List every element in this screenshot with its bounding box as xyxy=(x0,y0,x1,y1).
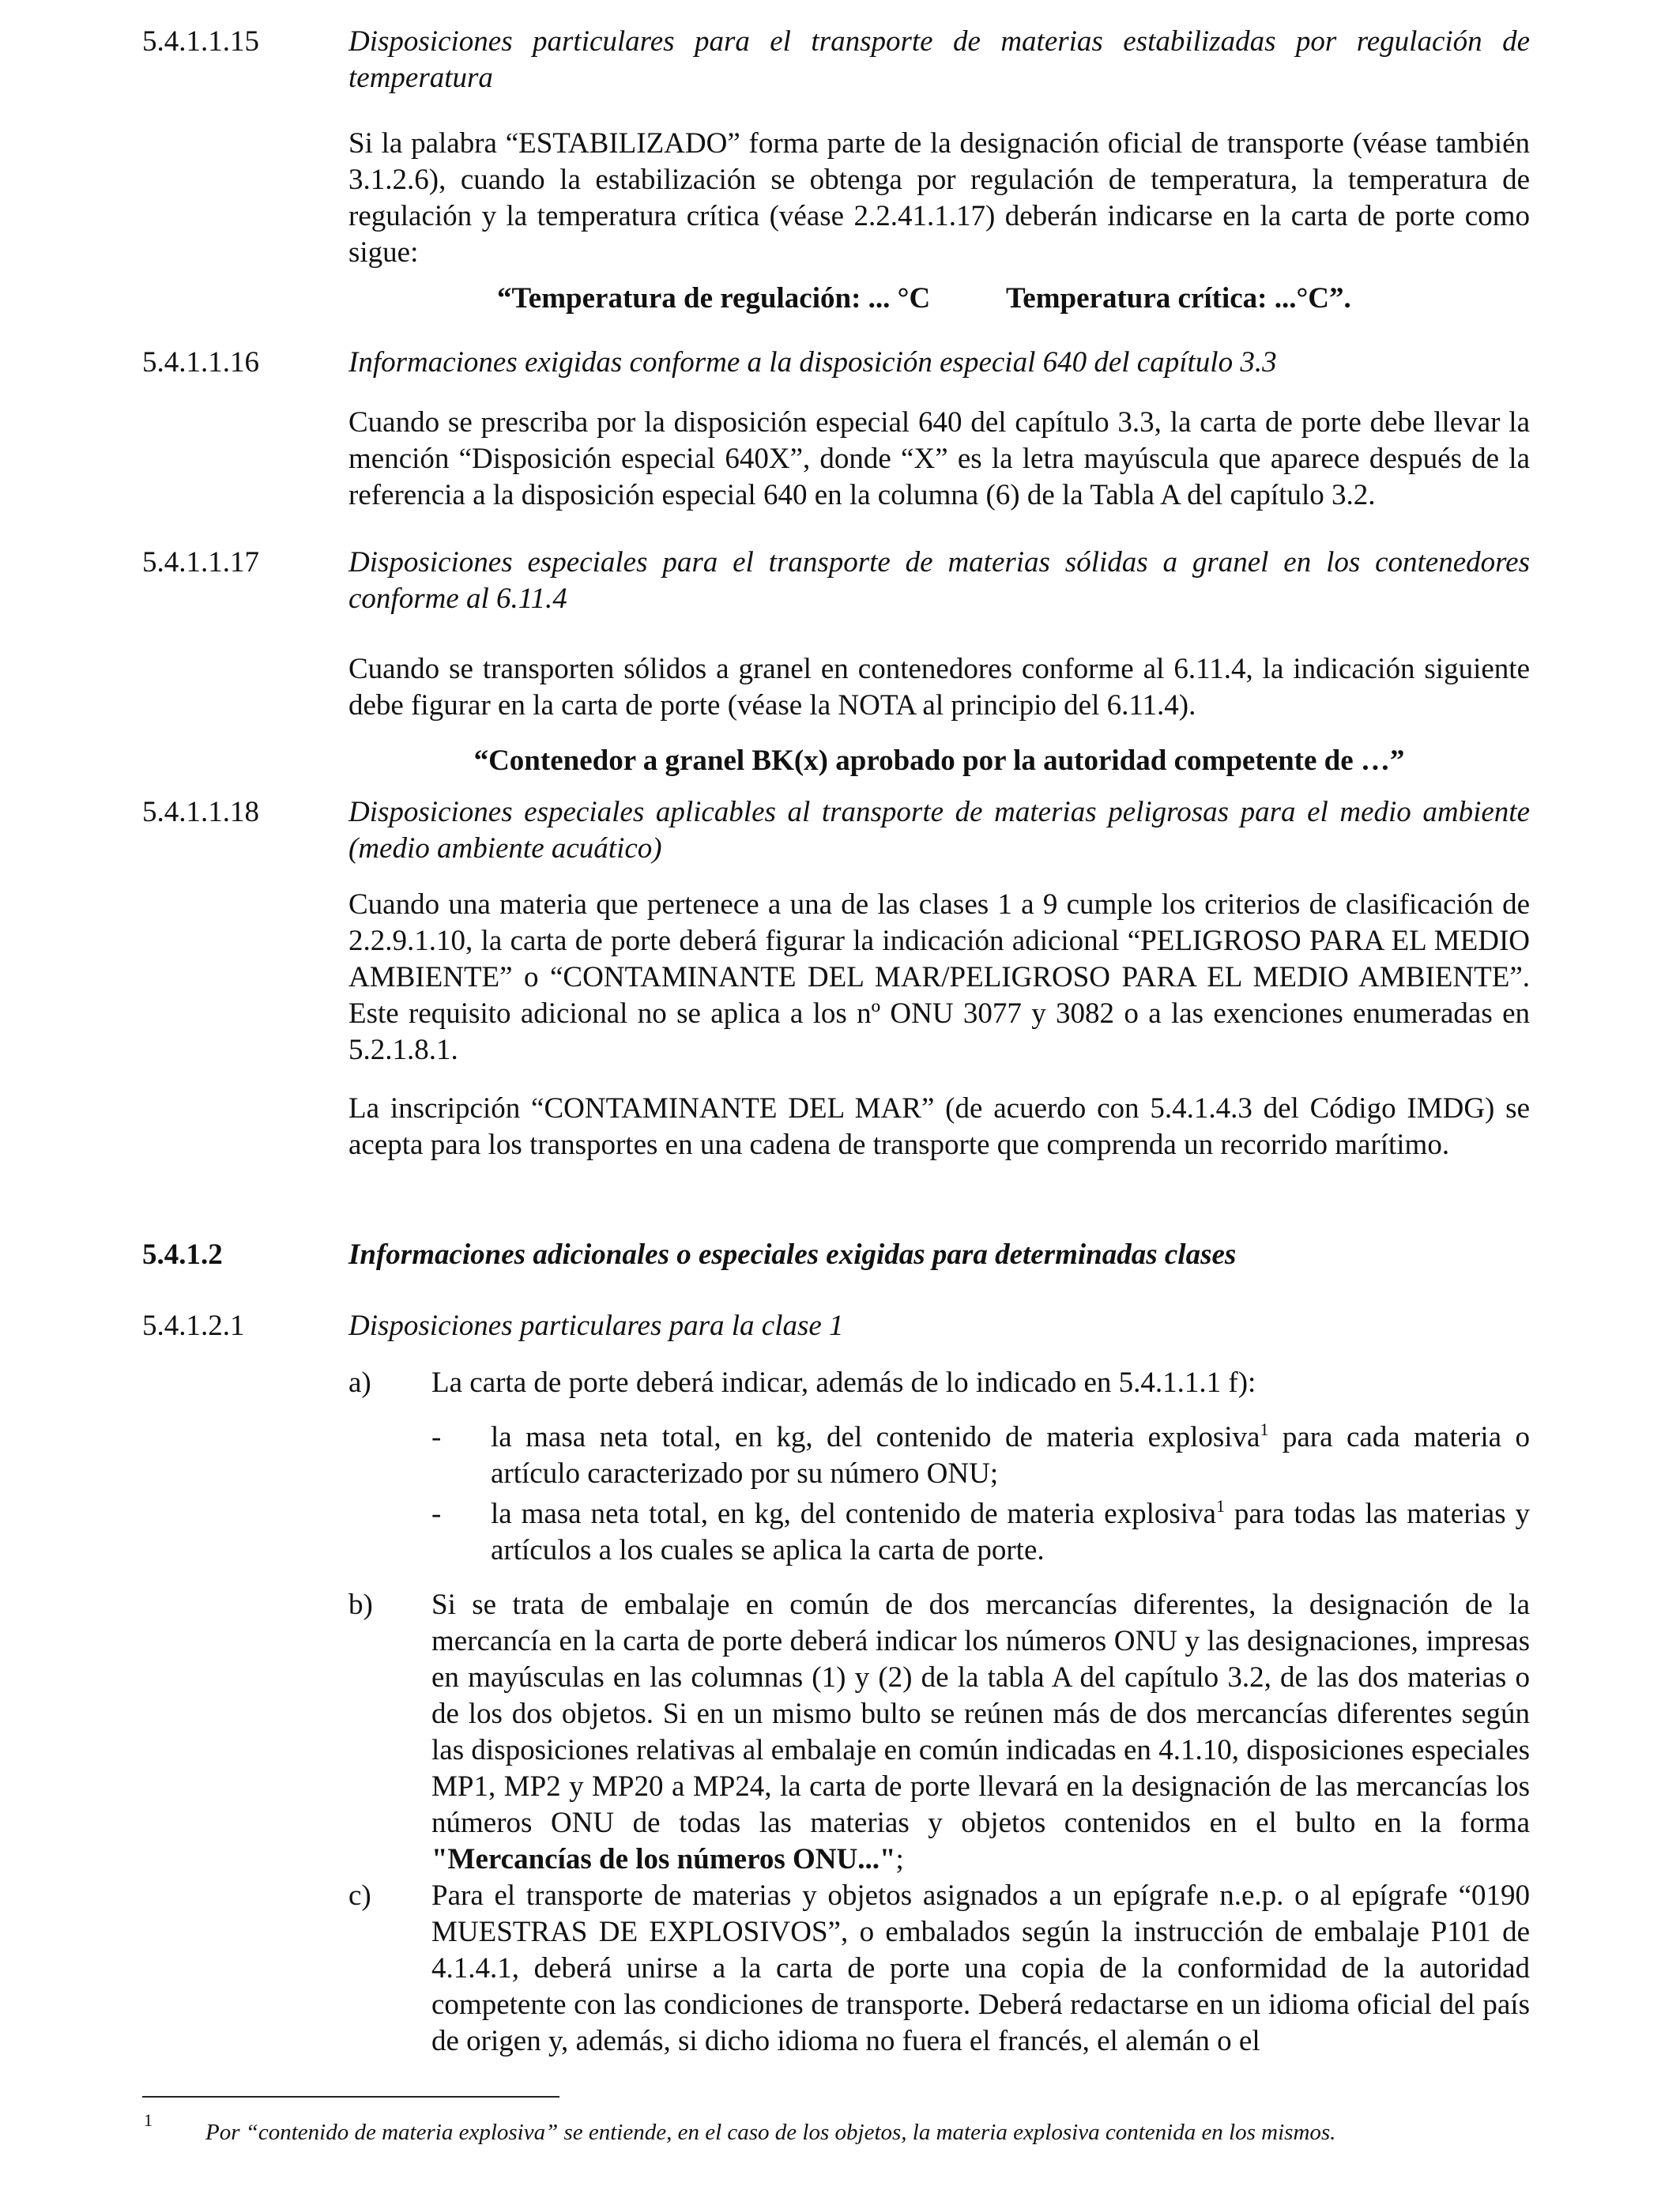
sub-list-item-text: la masa neta total, en kg, del contenido de materia explosiva xyxy=(491,1421,1260,1453)
section-body: Cuando una materia que pertenece a una de las clases 1 a 9 cumple los criterios de clasificación de 2.2.9.1.10, la carta de porte deberá figurar la indicación adicional “PELIGROSO PARA EL MEDIO AMBIENTE” o “CONTAMINANTE DEL MAR/PELIGROSO PARA EL MEDIO AMBIENTE”. Este requisito adicional no se aplica a los nº ONU 3077 y 3082 o a las exenciones enumeradas en 5.2.1.8.1. xyxy=(348,888,1530,1066)
section-number: 5.4.1.1.18 xyxy=(142,796,259,828)
section-title: Disposiciones especiales para el transporte de materias sólidas a granel en los contenedores conforme al 6.11.4 xyxy=(348,546,1530,615)
section-body: Cuando se prescriba por la disposición especial 640 del capítulo 3.3, la carta de porte debe llevar la mención “Disposición especial 640X”, donde “X” es la letra mayúscula que aparece después de la referencia a la disposición especial 640 en la columna (6) de la Tabla A del capítulo 3.2. xyxy=(348,406,1530,511)
list-letter: b) xyxy=(348,1589,373,1621)
list-item-text: Para el transporte de materias y objetos asignados a un epígrafe n.e.p. o al epígrafe “0190 MUESTRAS DE EXPLOSIVOS”, o embalados según la instrucción de embalaje P101 de 4.1.4.1, deberá unirse a la carta de porte una copia de la conformidad de la autoridad competente con las condiciones de transporte. Deberá redactarse en un idioma oficial del país de origen y, además, si dicho idioma no fuera el francés, el alemán o el xyxy=(431,1879,1530,2057)
section-number: 5.4.1.1.17 xyxy=(142,546,259,579)
list-item-text: ; xyxy=(895,1843,904,1875)
list-item-emphasis: "Mercancías de los números ONU..." xyxy=(431,1843,896,1875)
list-dash: - xyxy=(431,1498,442,1530)
footnote-number: 1 xyxy=(144,2110,153,2130)
list-item-text: La carta de porte deberá indicar, además de lo indicado en 5.4.1.1.1 f): xyxy=(431,1367,1256,1399)
sub-list-item xyxy=(491,1419,1530,1492)
section-number: 5.4.1.2.1 xyxy=(142,1310,245,1342)
section-heading: Informaciones adicionales o especiales exigidas para determinadas clases xyxy=(348,1238,1237,1271)
list-letter: a) xyxy=(348,1367,371,1399)
section-number: 5.4.1.2 xyxy=(142,1238,223,1271)
section-title: Disposiciones especiales aplicables al transporte de materias peligrosas para el medio ambiente (medio ambiente acuático) xyxy=(348,796,1530,865)
list-item-text: Si se trata de embalaje en común de dos mercancías diferentes, la designación de la mercancía en la carta de porte deberá indicar los números ONU y las designaciones, impresas en mayúsculas en las columnas (1) y (2) de la tabla A del capítulo 3.2, de las dos materias o de los dos objetos. Si en un mismo bulto se reúnen más de dos mercancías diferentes según las disposiciones relativas al embalaje en común indicadas en 4.1.10, disposiciones especiales MP1, MP2 y MP20 a MP24, la carta de porte llevará en la designación de las mercancías los números ONU de todas las materias y objetos contenidos en el bulto en la forma xyxy=(431,1589,1530,1839)
formula-line: “Contenedor a granel BK(x) aprobado por la autoridad competente de …” xyxy=(473,745,1405,777)
footnote-ref: 1 xyxy=(1215,1496,1225,1516)
section-title: Disposiciones particulares para la clase 1 xyxy=(348,1310,844,1342)
sub-list-item-text: la masa neta total, en kg, del contenido de materia explosiva xyxy=(491,1498,1216,1530)
section-title: Disposiciones particulares para el transporte de materias estabilizadas por regulación de temperatura xyxy=(348,25,1530,94)
footnote-text: Por “contenido de materia explosiva” se entiende, en el caso de los objetos, la materia explosiva contenida en los mismos. xyxy=(205,2120,1336,2145)
section-title: Informaciones exigidas conforme a la disposición especial 640 del capítulo 3.3 xyxy=(348,346,1277,379)
sub-list-item xyxy=(491,1496,1530,1569)
section-number: 5.4.1.1.15 xyxy=(142,25,259,58)
list-letter: c) xyxy=(348,1879,371,1912)
section-number: 5.4.1.1.16 xyxy=(142,346,259,379)
formula-regulation: “Temperatura de regulación: ... °C xyxy=(497,282,931,315)
footnote-divider xyxy=(142,2096,559,2098)
section-body: La inscripción “CONTAMINANTE DEL MAR” (de acuerdo con 5.4.1.4.3 del Código IMDG) se acepta para los transportes en una cadena de transporte que comprenda un recorrido marítimo. xyxy=(348,1092,1530,1161)
list-dash: - xyxy=(431,1421,442,1453)
formula-critical: Temperatura crítica: ...°C”. xyxy=(1006,282,1351,315)
list-item xyxy=(431,1587,1530,1878)
sub-list-item-text: para todas las materias y artículos a los cuales se aplica la carta de porte. xyxy=(491,1498,1530,1566)
sub-list-item-text: para cada materia o artículo caracterizado por su número ONU; xyxy=(491,1421,1530,1490)
section-body: Cuando se transporten sólidos a granel en contenedores conforme al 6.11.4, la indicación siguiente debe figurar en la carta de porte (véase la NOTA al principio del 6.11.4). xyxy=(348,653,1530,722)
section-body: Si la palabra “ESTABILIZADO” forma parte de la designación oficial de transporte (véase también 3.1.2.6), cuando la estabilización se obtenga por regulación de temperatura, la temperatura de regulación y la temperatura crítica (véase 2.2.41.1.17) deberán indicarse en la carta de porte como sigue: xyxy=(348,127,1530,269)
footnote-ref: 1 xyxy=(1260,1419,1269,1439)
